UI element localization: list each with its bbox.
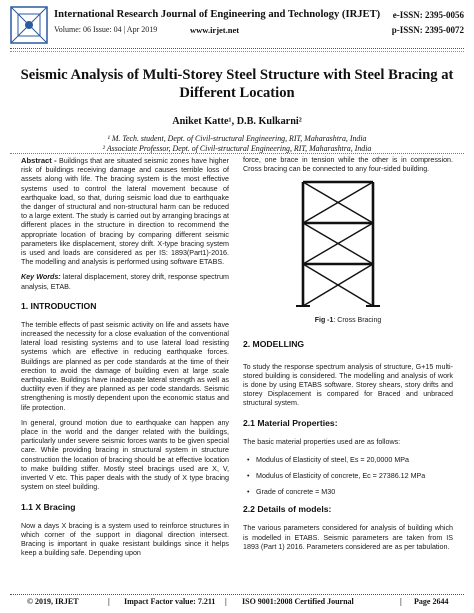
material-item-text: Grade of concrete = M30 [256,488,336,497]
section-heading-x-bracing: 1.1 X Bracing [21,501,76,512]
section-heading-modelling: 2. MODELLING [243,338,305,349]
cross-bracing-diagram [293,178,383,310]
material-properties-list [243,456,453,498]
list-item [247,456,453,465]
keywords-label: Key Words: [21,273,61,282]
introduction-paragraph-2: In general, ground motion due to earthquake can happen any place in the world and the danger related with the buildings, particularly under severe seismic forces wants to be given special care. While providing bracing in structural system in structure construction the location of bracing should be at effective location to make building stiffer. Mostly steel bracings used are X, V, inverted V etc. This paper deals with the study of X type bracing system on steel building. [21,418,229,492]
footer-copyright: © 2019, IRJET [27,597,79,606]
figure-label: Fig -1 [314,317,334,325]
footer-separator: | [108,597,110,606]
paper-authors: Aniket Katte¹, D.B. Kulkarni² [172,116,302,127]
bullet-icon: • [247,488,250,497]
abstract-paragraph [21,156,229,267]
footer-divider [10,594,464,595]
material-item-text: Modulus of Elasticity of concrete, Ec = 27386.12 MPa [256,472,426,481]
introduction-paragraph-1: The terrible effects of past seismic activity on life and assets have increased the necessity for a close evaluation of the conventional lateral load resisting systems and to use lateral load resisting systems which are effective in reducing earthquake forces. Buildings are planned as per code standards at the time of their erection to avoid the damage of building even at large scale earthquake. Buildings have inadequate lateral strength as well as ductility even if they are planned as per code standards. Seismic strengthening is mostly dependent upon the economic status and life protection. [21,320,229,412]
journal-footer [10,597,464,609]
p-issn: p-ISSN: 2395-0072 [391,25,464,35]
abstract-text: Buildings that are situated seismic zones have higher risk of buildings receiving damage and causes terrible loss of assets along with life. The bracing system is the most effective systems used to control the lateral movement because of earthquake load, so that, during seismic load due to earthquake the danger of structural and non-structural harm can be reduced to a large extent. The study is carried out by arranging bracings at different places in the structure in direction to recommend the appropriate location of bracing by comparing different seismic parameters like displacement, storey drift. X-type bracing system is used and loads are considered as per IS: 1893(Part1)-2016. The modelling and analysis is performed using software ETABS. [21,157,229,267]
list-item [247,472,453,481]
footer-separator: | [225,597,227,606]
title-divider [10,153,464,154]
affiliation-2: ² Associate Professor, Dept. of Civil-structural Engineering, RIT, Maharashtra, India [102,144,372,153]
models-paragraph: The various parameters considered for analysis of building which is modelled in ETABS. Seismic parameters are taken from IS 1893 (Part 1) 2016. Parameters considered are as per tabulation. [243,524,453,551]
volume-issue: Volume: 06 Issue: 04 | Apr 2019 [54,25,158,34]
footer-impact-factor: Impact Factor value: 7.211 [124,597,216,606]
continued-paragraph: force, one brace in tension while the other is in compression. Cross bracing can be connected to any four-sided building. [243,156,453,174]
x-bracing-paragraph: Now a days X bracing is a system used to reinforce structures in which corner of the support in diagonal direction intersect. Bracing is important in quake resistant buildings since it helps keep a building safe. Depending upon [21,521,229,558]
e-issn: e-ISSN: 2395-0056 [392,10,464,20]
header-divider [10,48,464,49]
right-column [243,156,453,552]
keywords-paragraph [21,273,229,291]
section-heading-material-properties: 2.1 Material Properties: [243,417,338,428]
list-item [247,488,453,497]
footer-page-number: Page 2644 [414,597,449,606]
footer-separator: | [400,597,402,606]
figure-caption [243,316,453,325]
irjet-logo-icon [10,6,48,44]
cross-bracing-figure [243,174,453,314]
material-item-text: Modulus of Elasticity of steel, Es = 20,0000 MPa [256,455,410,464]
header-divider-secondary [10,51,464,52]
affiliation-1: ¹ M. Tech. student, Dept. of Civil-structural Engineering, RIT, Maharashtra, India [107,134,367,143]
bullet-icon: • [247,472,250,481]
journal-website-link[interactable]: www.irjet.net [190,25,240,35]
abstract-label: Abstract - [21,156,57,165]
journal-header [10,6,464,46]
bullet-icon: • [247,455,250,464]
section-heading-introduction: 1. INTRODUCTION [21,300,97,311]
figure-caption-text: : Cross Bracing [333,317,382,325]
modelling-paragraph: To study the response spectrum analysis of structure, G+15 multi-stored building is considered. The modelling and analysis of work is done by using ETABS software. Storey shears, story drifts and storey Displacement is compared for Braced and unbraced structural system. [243,362,453,408]
paper-title: Seismic Analysis of Multi-Storey Steel Structure with Steel Bracing at Different Location [20,67,454,101]
material-intro: The basic material properties used are as follows: [243,437,401,446]
section-heading-details-of-models: 2.2 Details of models: [243,504,332,515]
left-column [21,156,229,558]
footer-iso: ISO 9001:2008 Certified Journal [242,597,354,606]
keywords-text: lateral displacement, storey drift, response spectrum analysis, ETAB. [21,273,229,291]
journal-name: International Research Journal of Engineering and Technology (IRJET) [54,9,381,20]
